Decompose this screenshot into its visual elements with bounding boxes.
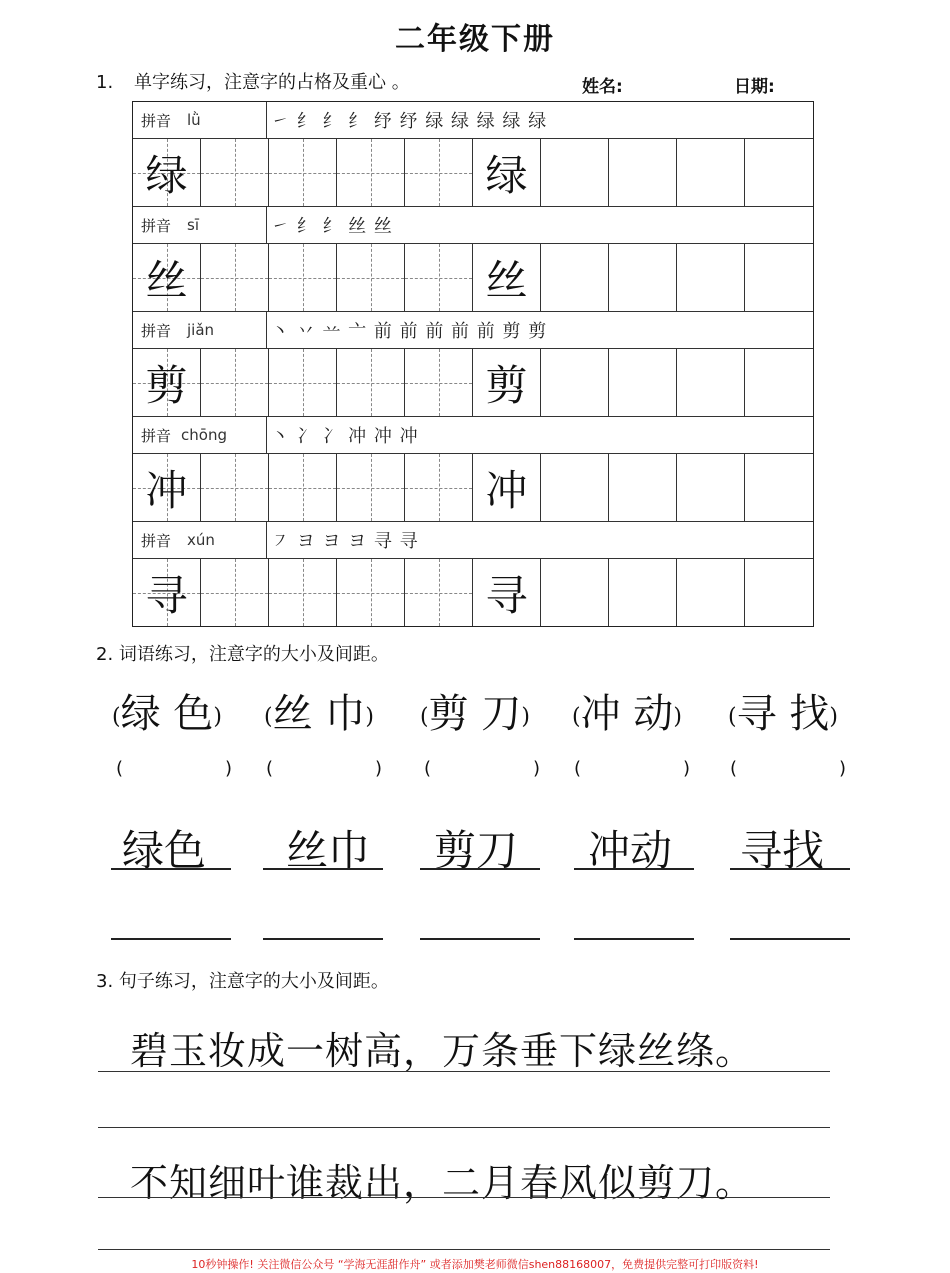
writing-line[interactable] xyxy=(730,868,850,870)
practice-cell[interactable] xyxy=(337,454,405,521)
model-char: 绿 xyxy=(485,150,528,200)
practice-cell[interactable] xyxy=(201,559,269,626)
practice-cell[interactable] xyxy=(609,559,677,626)
char-row xyxy=(133,139,813,207)
word-on-line: 寻找 xyxy=(740,826,825,875)
writing-line[interactable] xyxy=(420,938,540,940)
empty-parens[interactable]: ( ) xyxy=(574,758,691,779)
model-char-cell xyxy=(473,244,541,311)
pinyin-label: 拼音 xyxy=(141,531,172,550)
char-row xyxy=(133,454,813,522)
word-with-parens: (绿 色) xyxy=(112,691,222,737)
stroke-order: 丶 冫 冫 冲 冲 冲 xyxy=(271,426,419,447)
model-char: 剪 xyxy=(485,360,528,410)
writing-line[interactable] xyxy=(98,1249,830,1250)
pinyin-text: chōng xyxy=(181,426,227,444)
writing-line[interactable] xyxy=(263,868,383,870)
pinyin-cell xyxy=(133,102,267,138)
sentence-1: 碧玉妆成一树高，万条垂下绿丝绦。 xyxy=(130,1029,755,1073)
char-row xyxy=(133,559,813,626)
empty-parens[interactable]: ( ) xyxy=(116,758,233,779)
practice-cell[interactable] xyxy=(609,139,677,206)
pinyin-text: xún xyxy=(187,531,215,549)
practice-cell[interactable] xyxy=(541,244,609,311)
practice-cell[interactable] xyxy=(745,454,813,521)
sentence-2: 不知细叶谁裁出，二月春风似剪刀。 xyxy=(130,1161,755,1205)
writing-line[interactable] xyxy=(730,938,850,940)
word-with-parens: (冲 动) xyxy=(572,691,682,737)
practice-cell[interactable] xyxy=(269,244,337,311)
model-char-cell xyxy=(133,559,201,626)
pinyin-label: 拼音 xyxy=(141,426,172,445)
word: 冲 动 xyxy=(580,691,674,737)
model-char-cell xyxy=(133,454,201,521)
practice-cell[interactable] xyxy=(609,244,677,311)
model-char: 寻 xyxy=(145,570,188,620)
practice-cell[interactable] xyxy=(405,559,473,626)
pinyin-label: 拼音 xyxy=(141,111,172,130)
writing-line[interactable] xyxy=(98,1197,830,1198)
pinyin-row xyxy=(133,102,813,139)
practice-cell[interactable] xyxy=(269,559,337,626)
pinyin-label: 拼音 xyxy=(141,321,172,340)
practice-cell[interactable] xyxy=(201,454,269,521)
practice-cell[interactable] xyxy=(609,349,677,416)
word-with-parens: (丝 巾) xyxy=(264,691,374,737)
date-label: 日期: xyxy=(734,77,775,97)
pinyin-text: sī xyxy=(187,216,199,234)
model-char-cell xyxy=(133,244,201,311)
footer-note: 10秒钟操作! 关注微信公众号 “学海无涯甜作舟” 或者添加樊老师微信shen88168007，免费提供完整可打印版资料! xyxy=(191,1258,759,1271)
practice-cell[interactable] xyxy=(677,139,745,206)
pinyin-row xyxy=(133,207,813,244)
pinyin-row xyxy=(133,417,813,454)
pinyin-label: 拼音 xyxy=(141,216,172,235)
practice-cell[interactable] xyxy=(541,349,609,416)
stroke-order: ㇀ 纟 纟 丝 丝 xyxy=(271,216,393,237)
writing-line[interactable] xyxy=(111,938,231,940)
practice-cell[interactable] xyxy=(745,244,813,311)
practice-cell[interactable] xyxy=(337,139,405,206)
practice-cell[interactable] xyxy=(337,244,405,311)
model-char: 冲 xyxy=(485,465,528,515)
word: 丝 巾 xyxy=(272,691,366,737)
practice-cell[interactable] xyxy=(269,349,337,416)
practice-cell[interactable] xyxy=(201,244,269,311)
word-on-line: 冲动 xyxy=(588,826,673,875)
stroke-order: 丶 丷 䒑 亠 前 前 前 前 前 剪 剪 xyxy=(271,321,548,342)
practice-cell[interactable] xyxy=(677,454,745,521)
name-label: 姓名: xyxy=(582,77,623,97)
pinyin-cell xyxy=(133,207,267,243)
model-char-cell xyxy=(473,559,541,626)
model-char-cell xyxy=(133,349,201,416)
pinyin-row xyxy=(133,312,813,349)
writing-line[interactable] xyxy=(420,868,540,870)
model-char-cell xyxy=(473,349,541,416)
writing-line[interactable] xyxy=(98,1127,830,1128)
writing-line[interactable] xyxy=(98,1071,830,1072)
char-practice-grid xyxy=(132,101,814,627)
practice-cell[interactable] xyxy=(541,139,609,206)
word: 绿 色 xyxy=(120,691,214,737)
practice-cell[interactable] xyxy=(201,349,269,416)
model-char-cell xyxy=(133,139,201,206)
practice-cell[interactable] xyxy=(677,559,745,626)
empty-parens[interactable]: ( ) xyxy=(730,758,847,779)
practice-cell[interactable] xyxy=(745,559,813,626)
empty-parens[interactable]: ( ) xyxy=(266,758,383,779)
char-row xyxy=(133,349,813,417)
writing-line[interactable] xyxy=(263,938,383,940)
section1-number: 1. xyxy=(96,72,114,93)
word-with-parens: (剪 刀) xyxy=(420,691,530,737)
practice-cell[interactable] xyxy=(337,349,405,416)
practice-cell[interactable] xyxy=(677,349,745,416)
section3-heading: 3. 句子练习，注意字的大小及间距。 xyxy=(96,971,389,992)
word: 寻 找 xyxy=(736,691,830,737)
model-char: 剪 xyxy=(145,360,188,410)
section2-heading: 2. 词语练习，注意字的大小及间距。 xyxy=(96,644,389,665)
practice-cell[interactable] xyxy=(541,559,609,626)
practice-cell[interactable] xyxy=(201,139,269,206)
word: 剪 刀 xyxy=(428,691,522,737)
practice-cell[interactable] xyxy=(337,559,405,626)
pinyin-cell xyxy=(133,417,267,453)
practice-cell[interactable] xyxy=(677,244,745,311)
model-char: 绿 xyxy=(145,150,188,200)
char-row xyxy=(133,244,813,312)
word-with-parens: (寻 找) xyxy=(728,691,838,737)
model-char: 丝 xyxy=(485,255,528,305)
practice-cell[interactable] xyxy=(269,139,337,206)
pinyin-row xyxy=(133,522,813,559)
practice-cell[interactable] xyxy=(405,349,473,416)
model-char: 冲 xyxy=(145,465,188,515)
model-char-cell xyxy=(473,454,541,521)
practice-cell[interactable] xyxy=(541,454,609,521)
practice-cell[interactable] xyxy=(405,244,473,311)
page-title: 二年级下册 xyxy=(395,22,555,57)
practice-cell[interactable] xyxy=(405,139,473,206)
stroke-order: ㇇ ヨ ヨ ヨ 寻 寻 xyxy=(271,531,419,552)
section1-heading xyxy=(96,68,410,94)
writing-line[interactable] xyxy=(574,868,694,870)
section1-heading-text: 单字练习，注意字的占格及重心 。 xyxy=(134,72,410,93)
practice-cell[interactable] xyxy=(745,139,813,206)
pinyin-cell xyxy=(133,522,267,558)
pinyin-text: lǜ xyxy=(187,111,201,129)
word-on-line: 剪刀 xyxy=(434,826,519,875)
pinyin-cell xyxy=(133,312,267,348)
word-on-line: 绿色 xyxy=(122,826,207,875)
practice-cell[interactable] xyxy=(745,349,813,416)
word-on-line: 丝巾 xyxy=(286,826,371,875)
practice-cell[interactable] xyxy=(609,454,677,521)
empty-parens[interactable]: ( ) xyxy=(424,758,541,779)
model-char: 寻 xyxy=(485,570,528,620)
practice-cell[interactable] xyxy=(405,454,473,521)
writing-line[interactable] xyxy=(574,938,694,940)
pinyin-text: jiǎn xyxy=(187,321,215,339)
stroke-order: ㇀ 纟 纟 纟 纾 纾 绿 绿 绿 绿 绿 xyxy=(271,111,548,132)
practice-cell[interactable] xyxy=(269,454,337,521)
model-char: 丝 xyxy=(145,255,188,305)
writing-line[interactable] xyxy=(111,868,231,870)
model-char-cell xyxy=(473,139,541,206)
